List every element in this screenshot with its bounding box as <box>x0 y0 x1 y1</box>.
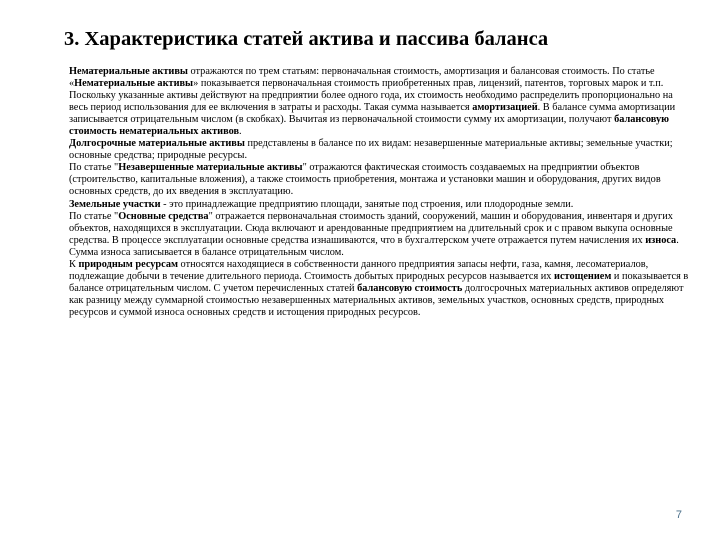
bold-term: износа <box>645 234 677 246</box>
text-run: и показывается в балансе отрицательным числом. С учетом перечисленных статей <box>69 270 689 294</box>
text-run: . Сумма износа записывается в балансе отрицательным числом. <box>69 234 679 258</box>
body-paragraph <box>69 259 691 319</box>
text-run: . В балансе сумма амортизации записывается отрицательным числом (в скобках). Вычитая из первоначальной стоимости сумму их амортизации, получают <box>69 102 676 126</box>
text-run: отражаются по трем статьям: первоначальная стоимость, амортизация и балансовая стоимость. По статье « <box>69 66 655 90</box>
text-run: . <box>239 126 242 138</box>
slide-body-text <box>69 66 691 319</box>
bold-term: истощением <box>554 270 612 282</box>
body-paragraph <box>69 211 691 259</box>
text-run: " отражаются фактическая стоимость создаваемых на предприятии объектов (строительство, капитальные вложения), а также стоимость приобретения, монтажа и установки машин и оборудования, других видов основных средств, до их введения в эксплуатацию. <box>69 162 661 198</box>
bold-term: Нематериальные активы <box>74 78 194 90</box>
bold-term: Основные средства <box>118 210 209 222</box>
text-run: » показывается первоначальная стоимость приобретенных прав, лицензий, патентов, торговых марок и т.п. Поскольку указанные активы действуют на предприятии более одного года, их стоимость необходимо распределить пропорционально на весь период использования для ее включения в затраты и расходы. Такая сумма называется <box>69 78 673 114</box>
bold-term: Долгосрочные материальные активы <box>69 138 245 150</box>
bold-term: балансовую стоимость <box>357 282 463 294</box>
bold-term: Земельные участки <box>69 198 161 210</box>
text-run: представлены в балансе по их видам: незавершенные материальные активы; земельные участки; основные средства; природные ресурсы. <box>69 138 673 162</box>
bold-term: Нематериальные активы <box>69 66 188 77</box>
body-paragraph <box>69 162 691 198</box>
text-run: К <box>69 258 79 270</box>
body-paragraph <box>69 138 691 162</box>
bold-term: амортизацией <box>472 102 538 114</box>
text-run: долгосрочных материальных активов определяют как разницу между суммарной стоимостью незавершенных материальных активов, земельных участков, основных средств, природных ресурсов и суммой износа основных средств и истощения природных ресурсов. <box>69 282 684 318</box>
text-run: По статье " <box>69 162 119 174</box>
text-run: " отражается первоначальная стоимость зданий, сооружений, машин и оборудования, инвентаря и других объектов, находящихся в эксплуатации. Сюда включают и арендованные предприятием на длительный срок и с правом выкупа основные средства. В процессе эксплуатации основные средства изнашиваются, что в бухгалтерском учете отражается путем начисления их <box>69 210 673 246</box>
text-run: - это принадлежащие предприятию площади, занятые под строения, или плодородные земли. <box>160 198 574 210</box>
text-run: По статье " <box>69 210 119 222</box>
body-paragraph <box>69 199 691 211</box>
slide-title: 3. Характеристика статей актива и пассива баланса <box>64 28 549 50</box>
bold-term: природным ресурсам <box>78 258 178 270</box>
bold-term: балансовую стоимость нематериальных активов <box>69 114 669 138</box>
text-run: относятся находящиеся в собственности данного предприятия запасы нефти, газа, камня, лесоматериалов, подлежащие добычи в течение длительного периода. Стоимость добытых природных ресурсов называется их <box>69 258 649 282</box>
page-number: 7 <box>675 509 682 521</box>
bold-term: Незавершенные материальные активы <box>118 162 303 174</box>
body-paragraph <box>69 66 691 138</box>
